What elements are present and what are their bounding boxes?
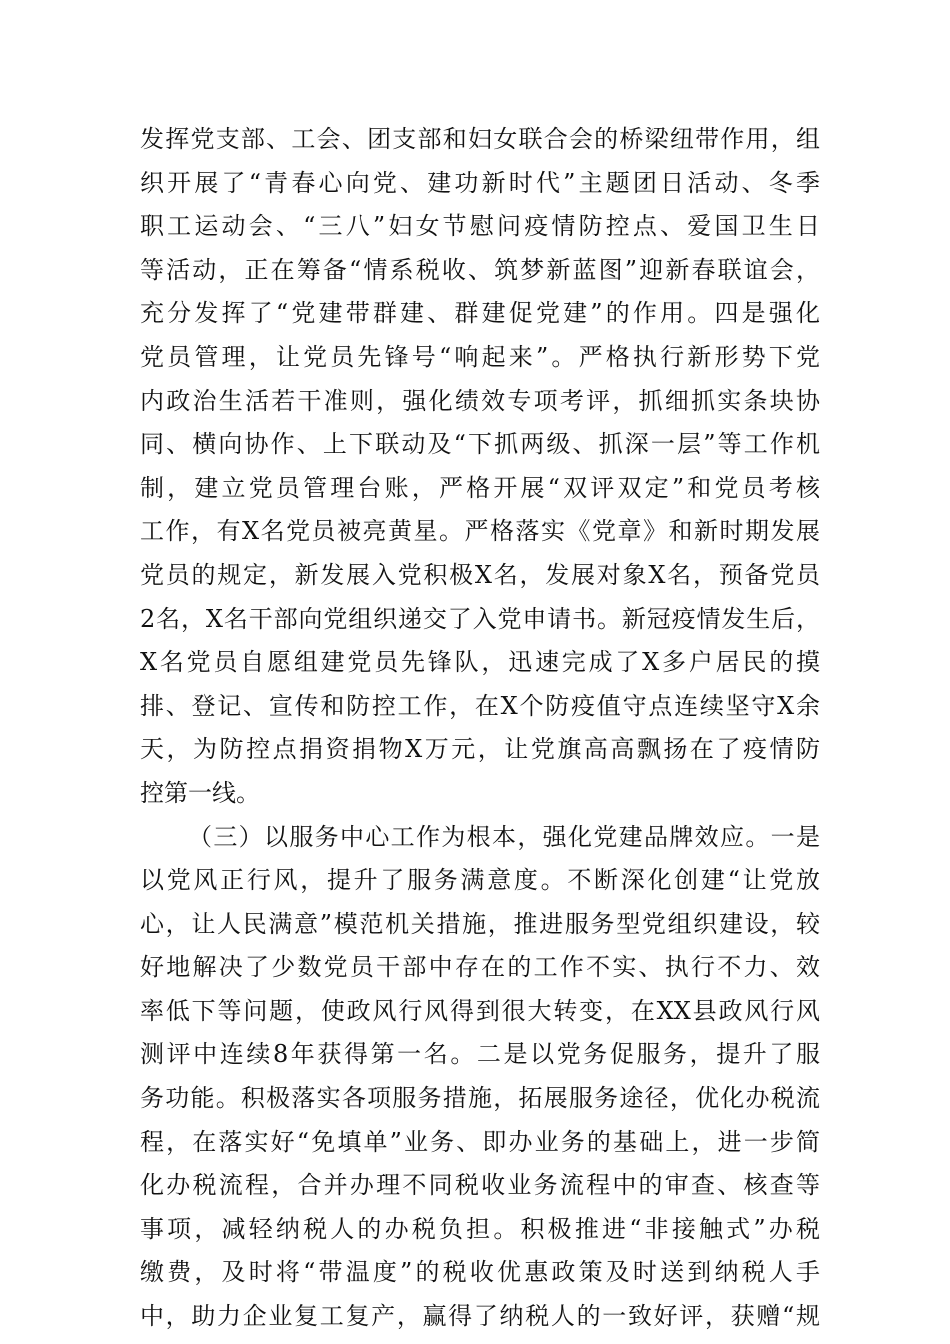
- text-line: 织开展了“青春心向党、建功新时代”主题团日活动、冬季: [140, 168, 820, 197]
- text-line: 缴费，及时将“带温度”的税收优惠政策及时送到纳税人手: [140, 1258, 820, 1287]
- text-line: 心，让人民满意”模范机关措施，推进服务型党组织建设，较: [140, 909, 820, 938]
- text-line: 以党风正行风，提升了服务满意度。不断深化创建“让党放: [140, 866, 820, 895]
- text-line: 率低下等问题，使政风行风得到很大转变，在XX县政风行风: [140, 996, 820, 1025]
- text-line: 务功能。积极落实各项服务措施，拓展服务途径，优化办税流: [140, 1084, 820, 1113]
- text-line: 等活动，正在筹备“情系税收、筑梦新蓝图”迎新春联谊会，: [140, 255, 820, 284]
- text-line: 排、登记、宣传和防控工作，在X个防疫值守点连续坚守X余: [140, 691, 820, 720]
- text-line: 党员管理，让党员先锋号“响起来”。严格执行新形势下党: [140, 342, 820, 371]
- text-line: 内政治生活若干准则，强化绩效专项考评，抓细抓实条块协: [140, 386, 820, 415]
- text-line: 程，在落实好“免填单”业务、即办业务的基础上，进一步简: [140, 1127, 820, 1156]
- text-line: 制，建立党员管理台账，严格开展“双评双定”和党员考核: [140, 473, 820, 502]
- text-line: 控第一线。: [140, 778, 260, 807]
- section-heading-line: （三）以服务中心工作为根本，强化党建品牌效应。一是: [188, 822, 820, 851]
- text-line: 党员的规定，新发展入党积极X名，发展对象X名，预备党员: [140, 560, 820, 589]
- text-line: 中，助力企业复工复产，赢得了纳税人的一致好评，获赠“规: [140, 1302, 820, 1331]
- text-line: 事项，减轻纳税人的办税负担。积极推进“非接触式”办税: [140, 1214, 820, 1243]
- text-line: 发挥党支部、工会、团支部和妇女联合会的桥梁纽带作用，组: [140, 125, 820, 153]
- body-text: [140, 118, 820, 1339]
- text-line: 化办税流程，合并办理不同税收业务流程中的审查、核查等: [140, 1171, 820, 1200]
- text-line: 工作，有X名党员被亮黄星。严格落实《党章》和新时期发展: [140, 517, 820, 546]
- text-line: 测评中连续8年获得第一名。二是以党务促服务，提升了服: [140, 1040, 820, 1069]
- text-line: 好地解决了少数党员干部中存在的工作不实、执行不力、效: [140, 953, 820, 982]
- text-line: 职工运动会、“三八”妇女节慰问疫情防控点、爱国卫生日: [140, 212, 820, 241]
- text-line: 2名，X名干部向党组织递交了入党申请书。新冠疫情发生后，: [140, 604, 820, 633]
- text-line: 同、横向协作、上下联动及“下抓两级、抓深一层”等工作机: [140, 430, 820, 459]
- text-line: X名党员自愿组建党员先锋队，迅速完成了X多户居民的摸: [140, 648, 820, 677]
- text-line: 天，为防控点捐资捐物X万元，让党旗高高飘扬在了疫情防: [140, 735, 820, 764]
- text-line: 充分发挥了“党建带群建、群建促党建”的作用。四是强化: [140, 299, 820, 328]
